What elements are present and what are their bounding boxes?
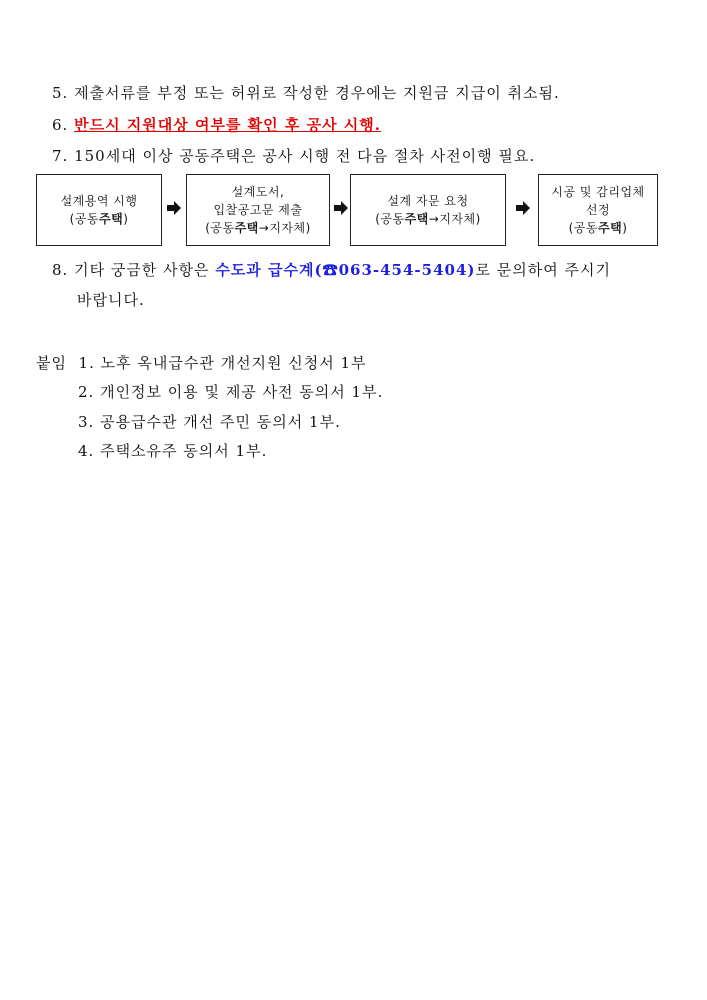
item-8-continued: 바랍니다. <box>77 291 145 309</box>
flow-step-4-actor: (공동주택) <box>568 221 628 235</box>
attachment-1 <box>36 352 367 373</box>
flow-step-4-title: 시공 및 감리업체 <box>551 185 645 199</box>
flow-step-2-actor: (공동주택→지자체) <box>205 221 311 235</box>
attachments-label: 붙임 <box>36 354 67 372</box>
attachment-4: 4. 주택소유주 동의서 1부. <box>78 442 268 460</box>
procedure-flowchart <box>36 174 661 250</box>
item-6 <box>52 114 381 135</box>
flow-step-1-actor: (공동주택) <box>69 212 129 226</box>
flow-step-1-title: 설계용역 시행 <box>60 194 138 208</box>
flow-step-4-subtitle: 선정 <box>585 203 611 217</box>
contact-info: 수도과 급수계(☎063-454-5404) <box>215 261 476 279</box>
flow-step-3-title: 설계 자문 요청 <box>387 194 469 208</box>
item-7: 7. 150세대 이상 공동주택은 공사 시행 전 다음 절차 사전이행 필요. <box>52 147 536 165</box>
attachment-1-text: 1. 노후 옥내급수관 개선지원 신청서 1부 <box>78 354 367 372</box>
flow-step-1 <box>36 174 162 246</box>
flow-step-2 <box>186 174 330 246</box>
right-arrow-icon <box>333 200 349 216</box>
item-5: 5. 제출서류를 부정 또는 허위로 작성한 경우에는 지원금 지급이 취소됨. <box>52 84 560 102</box>
flow-step-4 <box>538 174 658 246</box>
attachment-2: 2. 개인정보 이용 및 제공 사전 동의서 1부. <box>78 383 384 401</box>
item-8-tail: 로 문의하여 주시기 <box>475 261 611 279</box>
attachment-3: 3. 공용급수관 개선 주민 동의서 1부. <box>78 413 341 431</box>
item-8-text: 8. 기타 궁금한 사항은 <box>52 261 216 279</box>
flow-step-2-subtitle: 입찰공고문 제출 <box>213 203 303 217</box>
flow-step-3 <box>350 174 506 246</box>
flow-step-2-title: 설계도서, <box>231 185 285 199</box>
item-8 <box>52 259 611 280</box>
item-6-number: 6. <box>52 116 75 134</box>
flow-step-3-actor: (공동주택→지자체) <box>375 212 481 226</box>
right-arrow-icon <box>166 200 182 216</box>
right-arrow-icon <box>515 200 531 216</box>
item-6-warning: 반드시 지원대상 여부를 확인 후 공사 시행. <box>74 116 381 134</box>
